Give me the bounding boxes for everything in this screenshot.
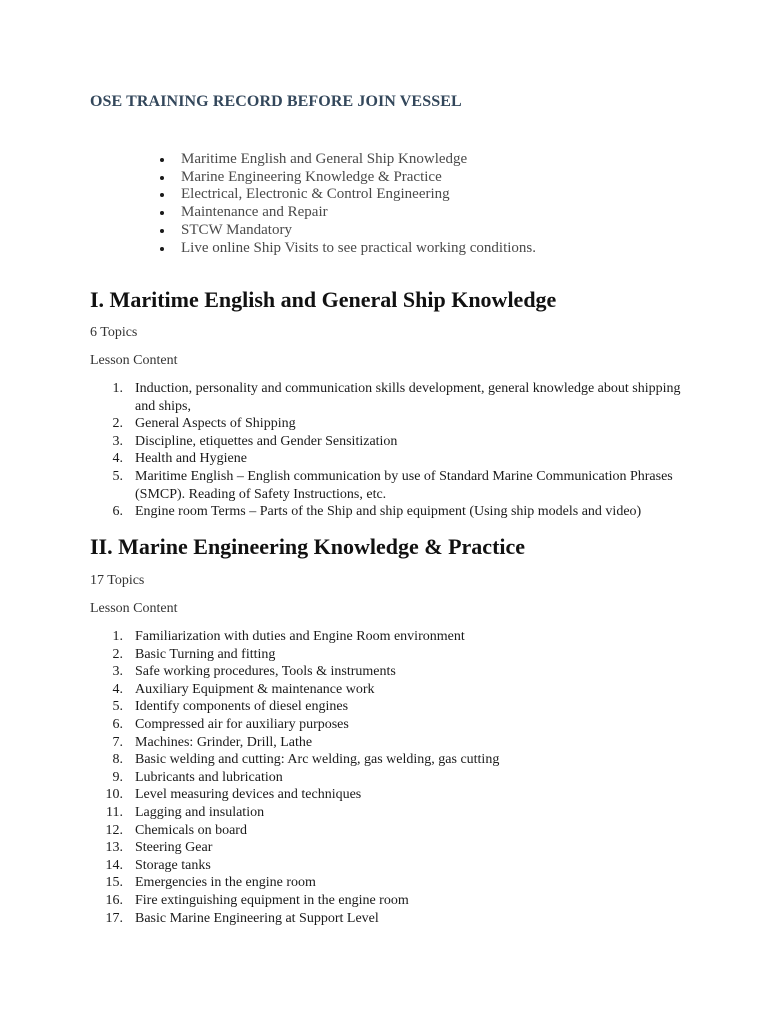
lesson-item (90, 450, 690, 468)
lesson-item (90, 769, 690, 787)
lesson-number: 6. (112, 716, 123, 732)
overview-item: Live online Ship Visits to see practical working conditions. (160, 240, 536, 258)
lesson-number: 4. (112, 451, 123, 467)
overview-list (160, 151, 536, 257)
lesson-number: 4. (112, 681, 123, 697)
lesson-number: 17. (105, 910, 123, 926)
lesson-number: 11. (106, 804, 123, 820)
lesson-number: 15. (105, 875, 123, 891)
lesson-text: Health and Hygiene (135, 451, 247, 467)
lesson-item (90, 857, 690, 875)
lesson-text: Lubricants and lubrication (135, 769, 283, 785)
lesson-content-label: Lesson Content (90, 353, 178, 368)
topic-count: 6 Topics (90, 325, 138, 340)
lesson-text: Discipline, etiquettes and Gender Sensitization (135, 433, 398, 449)
lesson-number: 16. (105, 892, 123, 908)
lesson-text: Basic welding and cutting: Arc welding, gas welding, gas cutting (135, 752, 500, 768)
lesson-list (90, 628, 690, 927)
topic-count: 17 Topics (90, 573, 145, 588)
lesson-text: Induction, personality and communication skills development, general knowledge about shipping and ships, (135, 381, 681, 414)
lesson-item (90, 751, 690, 769)
lesson-text: Storage tanks (135, 857, 211, 873)
lesson-number: 9. (112, 769, 123, 785)
lesson-text: Basic Turning and fitting (135, 646, 276, 662)
lesson-number: 14. (105, 857, 123, 873)
overview-item: Maintenance and Repair (160, 204, 536, 222)
lesson-text: Steering Gear (135, 840, 213, 856)
lesson-item (90, 628, 690, 646)
lesson-number: 1. (112, 629, 123, 644)
lesson-item (90, 433, 690, 451)
overview-item: Electrical, Electronic & Control Engineering (160, 186, 536, 204)
lesson-number: 10. (105, 787, 123, 803)
lesson-item (90, 380, 690, 415)
lesson-item (90, 822, 690, 840)
lesson-number: 2. (112, 646, 123, 662)
overview-item: Maritime English and General Ship Knowledge (160, 151, 536, 169)
lesson-item (90, 681, 690, 699)
lesson-text: Compressed air for auxiliary purposes (135, 716, 349, 732)
lesson-text: Familiarization with duties and Engine Room environment (135, 629, 465, 644)
lesson-text: Fire extinguishing equipment in the engine room (135, 892, 409, 908)
lesson-item (90, 839, 690, 857)
lesson-content-label: Lesson Content (90, 601, 178, 616)
lesson-text: Chemicals on board (135, 822, 247, 838)
lesson-number: 12. (105, 822, 123, 838)
section-heading: I. Maritime English and General Ship Knowledge (90, 287, 557, 312)
lesson-text: Lagging and insulation (135, 804, 265, 820)
lesson-list (90, 380, 690, 521)
lesson-number: 8. (112, 752, 123, 768)
lesson-text: Basic Marine Engineering at Support Level (135, 910, 379, 926)
lesson-number: 1. (112, 381, 123, 396)
lesson-item (90, 415, 690, 433)
section-maritime-english (90, 287, 690, 521)
lesson-item (90, 892, 690, 910)
lesson-item (90, 646, 690, 664)
lesson-item (90, 786, 690, 804)
lesson-number: 3. (112, 664, 123, 680)
lesson-item (90, 663, 690, 681)
lesson-text: Emergencies in the engine room (135, 875, 316, 891)
lesson-item (90, 698, 690, 716)
section-marine-engineering (90, 534, 690, 927)
lesson-number: 6. (112, 504, 123, 520)
lesson-number: 5. (112, 468, 123, 484)
lesson-number: 2. (112, 416, 123, 432)
lesson-number: 3. (112, 433, 123, 449)
lesson-item (90, 734, 690, 752)
lesson-item (90, 503, 690, 521)
lesson-text: Level measuring devices and techniques (135, 787, 362, 803)
lesson-item (90, 716, 690, 734)
section-heading: II. Marine Engineering Knowledge & Practice (90, 534, 526, 559)
lesson-number: 7. (112, 734, 123, 750)
lesson-text: Engine room Terms – Parts of the Ship and ship equipment (Using ship models and video) (135, 504, 642, 520)
overview-item: STCW Mandatory (160, 222, 536, 240)
document-title: OSE TRAINING RECORD BEFORE JOIN VESSEL (90, 93, 462, 110)
lesson-text: Maritime English – English communication by use of Standard Marine Communication Phrases (SMCP). Reading of Safety Instructions, etc. (135, 468, 673, 502)
lesson-text: Auxiliary Equipment & maintenance work (135, 681, 375, 697)
lesson-number: 5. (112, 699, 123, 715)
overview-item: Marine Engineering Knowledge & Practice (160, 169, 536, 187)
lesson-number: 13. (105, 840, 123, 856)
lesson-text: Safe working procedures, Tools & instruments (135, 664, 396, 680)
lesson-item (90, 874, 690, 892)
lesson-item (90, 804, 690, 822)
lesson-text: Identify components of diesel engines (135, 699, 349, 715)
lesson-text: Machines: Grinder, Drill, Lathe (135, 734, 313, 750)
lesson-item (90, 910, 690, 928)
lesson-text: General Aspects of Shipping (135, 416, 296, 432)
lesson-item (90, 468, 690, 503)
